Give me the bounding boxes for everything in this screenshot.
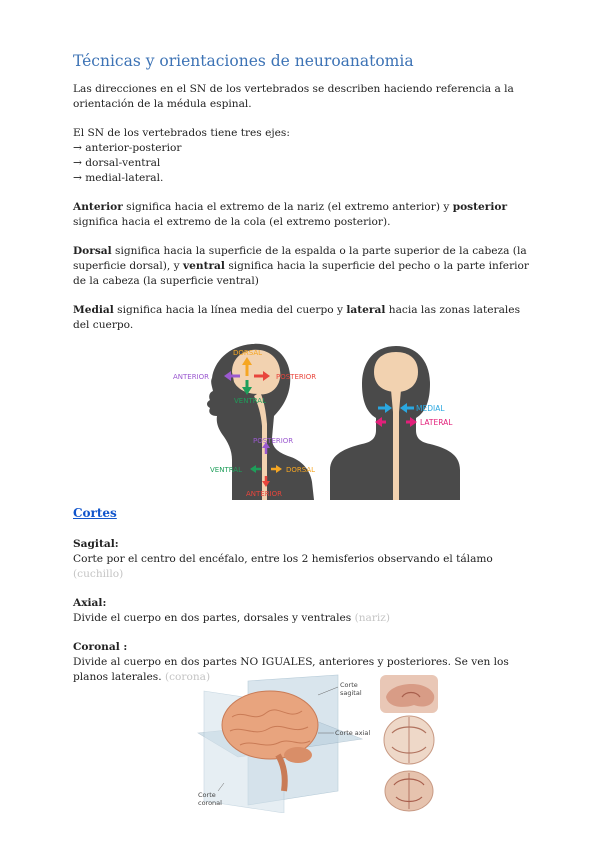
axes-intro: El SN de los vertebrados tiene tres ejes: [73,127,290,139]
label-lateral: LATERAL [420,418,453,427]
label-corte-coronal-1: Corte [198,791,216,799]
label-medial: MEDIAL [416,404,445,413]
axis-item: → anterior-posterior [73,142,182,154]
label-ventral: VENTRAL [234,397,266,405]
dorsal-paragraph: Dorsal significa hacia la superficie de la espalda o la parte superior de la cabeza (la superficie dorsal), y ventral significa hacia la superficie del pecho o la parte inferior de la cabeza (la superficie ventral) [73,245,529,287]
label-anterior-spine: ANTERIOR [246,490,283,498]
brain-planes-figure [188,673,453,813]
label-ventral-spine: VENTRAL [210,466,242,474]
label-corte-sagital-2: sagital [340,689,362,697]
intro-paragraph: Las direcciones en el SN de los vertebrados se describen haciendo referencia a la orientación de la médula espinal. [73,83,514,110]
cortes-section [73,500,533,685]
axis-item: → dorsal-ventral [73,157,161,169]
label-posterior: POSTERIOR [276,373,317,381]
anterior-paragraph: Anterior significa hacia el extremo de la nariz (el extremo anterior) y posterior significa hacia el extremo de la cola (el extremo posterior). [73,201,508,228]
label-anterior: ANTERIOR [173,373,210,381]
coronal-heading: Coronal : [73,641,128,653]
sagital-text: Corte por el centro del encéfalo, entre los 2 hemisferios observando el tálamo (cuchillo) [73,553,493,580]
label-corte-sagital-1: Corte [340,681,358,689]
page-title: Técnicas y orientaciones de neuroanatomia [73,52,414,70]
medial-paragraph: Medial significa hacia la línea media del cuerpo y lateral hacia las zonas laterales del cuerpo. [73,304,521,331]
document-body [73,52,533,333]
coronal-text: Divide al cuerpo en dos partes NO IGUALES, anteriores y posteriores. Se ven los planos laterales. (corona) [73,656,509,683]
axis-item: → medial-lateral. [73,172,164,184]
label-posterior-spine: POSTERIOR [253,437,294,445]
cortes-link[interactable]: Cortes [73,506,117,520]
label-corte-coronal-2: coronal [198,799,222,807]
axial-heading: Axial: [73,597,107,609]
label-corte-axial: Corte axial [335,729,371,737]
label-dorsal-spine: DORSAL [286,466,316,474]
label-dorsal: DORSAL [233,349,263,357]
axial-text: Divide el cuerpo en dos partes, dorsales y ventrales (nariz) [73,612,391,624]
brain-back [374,352,418,392]
sagital-heading: Sagital: [73,538,119,550]
orientation-figure [170,342,470,500]
